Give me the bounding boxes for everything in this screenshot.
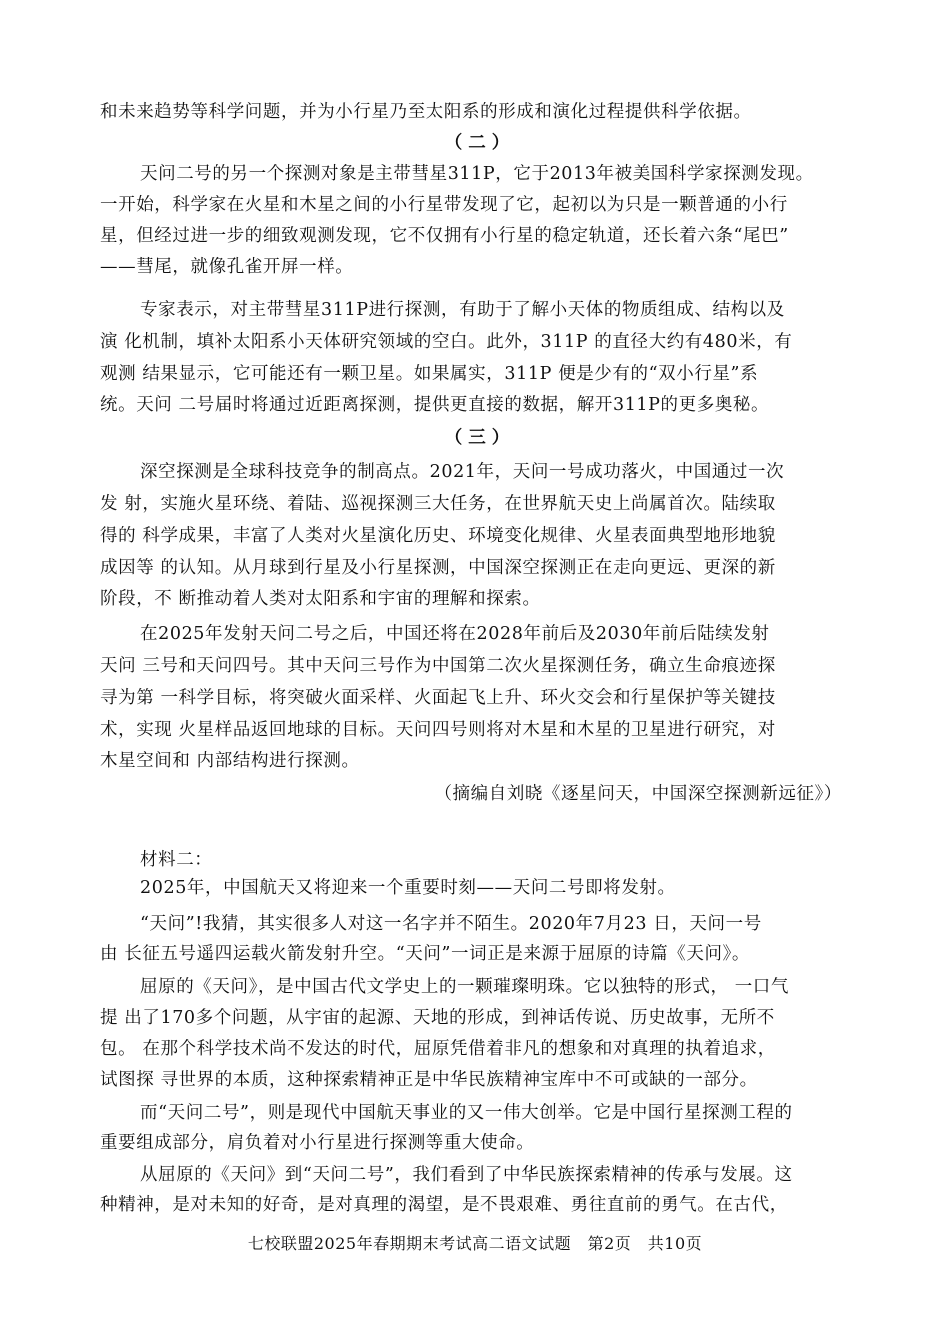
text-line: 一开始，科学家在火星和木星之间的小行星带发现了它，起初以为只是一颗普通的小行	[100, 195, 788, 215]
text-line: 从屈原的《天问》到“天问二号”，我们看到了中华民族探索精神的传承与发展。这	[140, 1165, 793, 1185]
section-heading-2: （二）	[444, 133, 516, 153]
text-line: 术，实现 火星样品返回地球的目标。天问四号则将对木星和木星的卫星进行研究，对	[100, 720, 776, 740]
text-line: 包。 在那个科学技术尚不发达的时代，屈原凭借着非凡的想象和对真理的执着追求，	[100, 1039, 776, 1059]
text-line: 发 射，实施火星环绕、着陆、巡视探测三大任务，在世界航天史上尚属首次。陆续取	[100, 494, 776, 514]
text-line: 重要组成部分，肩负着对小行星进行探测等重大使命。	[100, 1133, 535, 1153]
text-line: 在2025年发射天问二号之后，中国还将在2028年前后及2030年前后陆续发射	[140, 624, 770, 644]
text-line: 而“天问二号”，则是现代中国航天事业的又一伟大创举。它是中国行星探测工程的	[140, 1103, 793, 1123]
source-citation: （摘编自刘晓《逐星问天，中国深空探测新远征》）	[434, 784, 842, 804]
text-line: 试图探 寻世界的本质，这种探索精神正是中华民族精神宝库中不可或缺的一部分。	[100, 1070, 758, 1090]
page-footer: 七校联盟2025年春期期末考试高二语文试题 第2页 共10页	[247, 1234, 703, 1253]
text-line: 2025年，中国航天又将迎来一个重要时刻——天问二号即将发射。	[140, 878, 676, 898]
text-line: 寻为第 一科学目标，将突破火面采样、火面起飞上升、环火交会和行星保护等关键技	[100, 688, 776, 708]
text-line: 观测 结果显示，它可能还有一颗卫星。如果属实，311P 便是少有的“双小行星”系	[100, 364, 759, 384]
text-line: 屈原的《天问》，是中国古代文学史上的一颗璀璨明珠。它以独特的形式， 一口气	[140, 977, 790, 997]
text-line: 得的 科学成果，丰富了人类对火星演化历史、环境变化规律、火星表面典型地形地貌	[100, 526, 776, 546]
text-line: 成因等 的认知。从月球到行星及小行星探测，中国深空探测正在走向更远、更深的新	[100, 558, 776, 578]
text-line: 阶段，不 断推动着人类对太阳系和宇宙的理解和探索。	[100, 589, 541, 609]
material-heading: 材料二：	[140, 850, 213, 870]
text-line: 深空探测是全球科技竞争的制高点。2021年，天问一号成功落火，中国通过一次	[140, 462, 785, 482]
text-line: 天问 三号和天问四号。其中天问三号作为中国第二次火星探测任务，确立生命痕迹探	[100, 656, 776, 676]
text-line: 由 长征五号遥四运载火箭发射升空。“天问”一词正是来源于屈原的诗篇《天问》。	[100, 944, 751, 964]
text-line: ——彗尾，就像孔雀开屏一样。	[100, 257, 354, 277]
text-line: 种精神，是对未知的好奇，是对真理的渴望，是不畏艰难、勇往直前的勇气。在古代，	[100, 1195, 788, 1215]
text-line: 木星空间和 内部结构进行探测。	[100, 751, 360, 771]
text-line: 星，但经过进一步的细致观测发现，它不仅拥有小行星的稳定轨道，还长着六条“尾巴”	[100, 226, 789, 246]
text-line: 统。天问 二号届时将通过近距离探测，提供更直接的数据，解开311P的更多奥秘。	[100, 395, 770, 415]
text-line: “天问”!我猜，其实很多人对这一名字并不陌生。2020年7月23 日，天问一号	[140, 914, 762, 934]
text-line: 提 出了170多个问题，从宇宙的起源、天地的形成，到神话传说、历史故事，无所不	[100, 1008, 775, 1028]
section-heading-3: （三）	[444, 428, 516, 448]
text-line: 天问二号的另一个探测对象是主带彗星311P，它于2013年被美国科学家探测发现。	[140, 164, 814, 184]
text-line: 演 化机制，填补太阳系小天体研究领域的空白。此外，311P 的直径大约有480米，有	[100, 332, 793, 352]
text-line: 专家表示，对主带彗星311P进行探测，有助于了解小天体的物质组成、结构以及	[140, 300, 785, 320]
text-line: 和未来趋势等科学问题，并为小行星乃至太阳系的形成和演化过程提供科学依据。	[100, 102, 752, 122]
